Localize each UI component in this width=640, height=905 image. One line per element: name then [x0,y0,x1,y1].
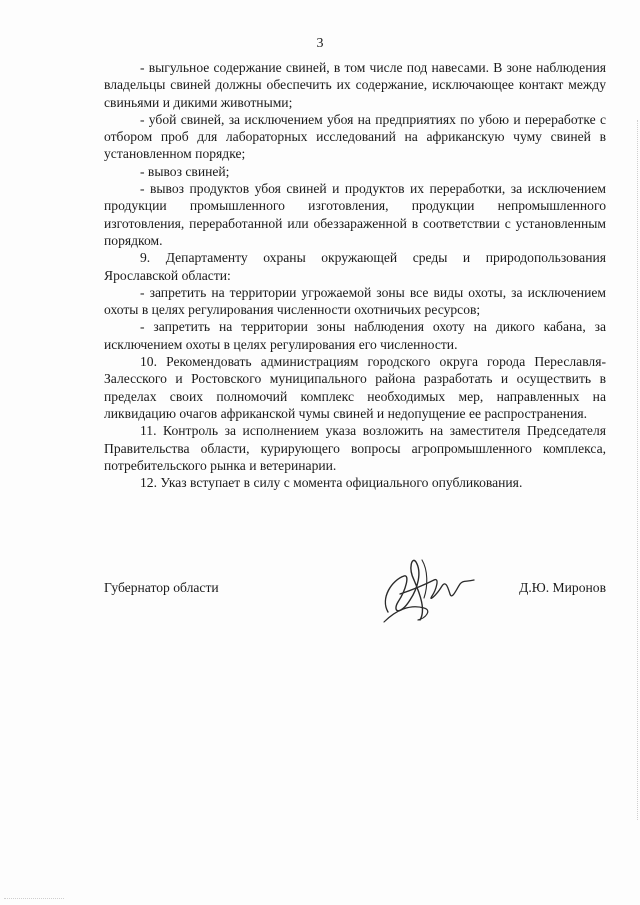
signature-block [104,580,606,640]
paragraph-outdoor-keeping: - выгульное содержание свиней, в том числе под навесами. В зоне наблюдения владельцы свиней должны обеспечить их содержание, исключающее контакт между свиньями и дикими животными; [104,60,606,110]
paragraph-export-pigs: - вывоз свиней; [140,163,230,179]
paragraph-slaughter: - убой свиней, за исключением убоя на предприятиях по убою и переработке с отбором проб для лабораторных исследований на африканскую чуму свиней в установленном порядке; [104,111,606,162]
signatory-title: Губернатор области [104,580,219,595]
signatory-name: Д.Ю. Миронов [519,580,606,595]
page-number: 3 [316,36,324,51]
handwritten-signature [370,550,480,628]
paragraph-hunting-ban-threat-zone: - запретить на территории угрожаемой зоны все виды охоты, за исключением охоты в целях регулирования численности охотничьих ресурсов; [104,284,606,318]
scan-edge-mark [636,120,638,820]
paragraph-item-12: 12. Указ вступает в силу с момента официального опубликования. [140,475,523,491]
paragraph-item-11: 11. Контроль за исполнением указа возложить на заместителя Председателя Правительства области, курирующего вопросы агропромышленного комплекса, потребительского рынка и ветеринарии. [104,423,606,473]
paragraph-export-products: - вывоз продуктов убоя свиней и продуктов их переработки, за исключением продукции промышленного изготовления, продукции непромышленного изготовления, переработанной или обеззараженной в соответствии с установленным порядком. [104,181,606,248]
scan-edge-mark-bottom [4,897,64,899]
paragraph-hunting-ban-observation-zone: - запретить на территории зоны наблюдения охоту на дикого кабана, за исключением охоты в целях регулирования его численности. [104,319,606,352]
document-body [104,59,606,491]
paragraph-item-9: 9. Департаменту охраны окружающей среды и природопользования Ярославской области: [104,250,606,283]
paragraph-item-10: 10. Рекомендовать администрациям городского округа города Переславля-Залесского и Ростовского муниципального района разработать и осуществить в пределах своих полномочий комплекс необходимых мер, направленных на ликвидацию очагов африканской чумы свиней и недопущение ее распространения. [104,354,606,421]
